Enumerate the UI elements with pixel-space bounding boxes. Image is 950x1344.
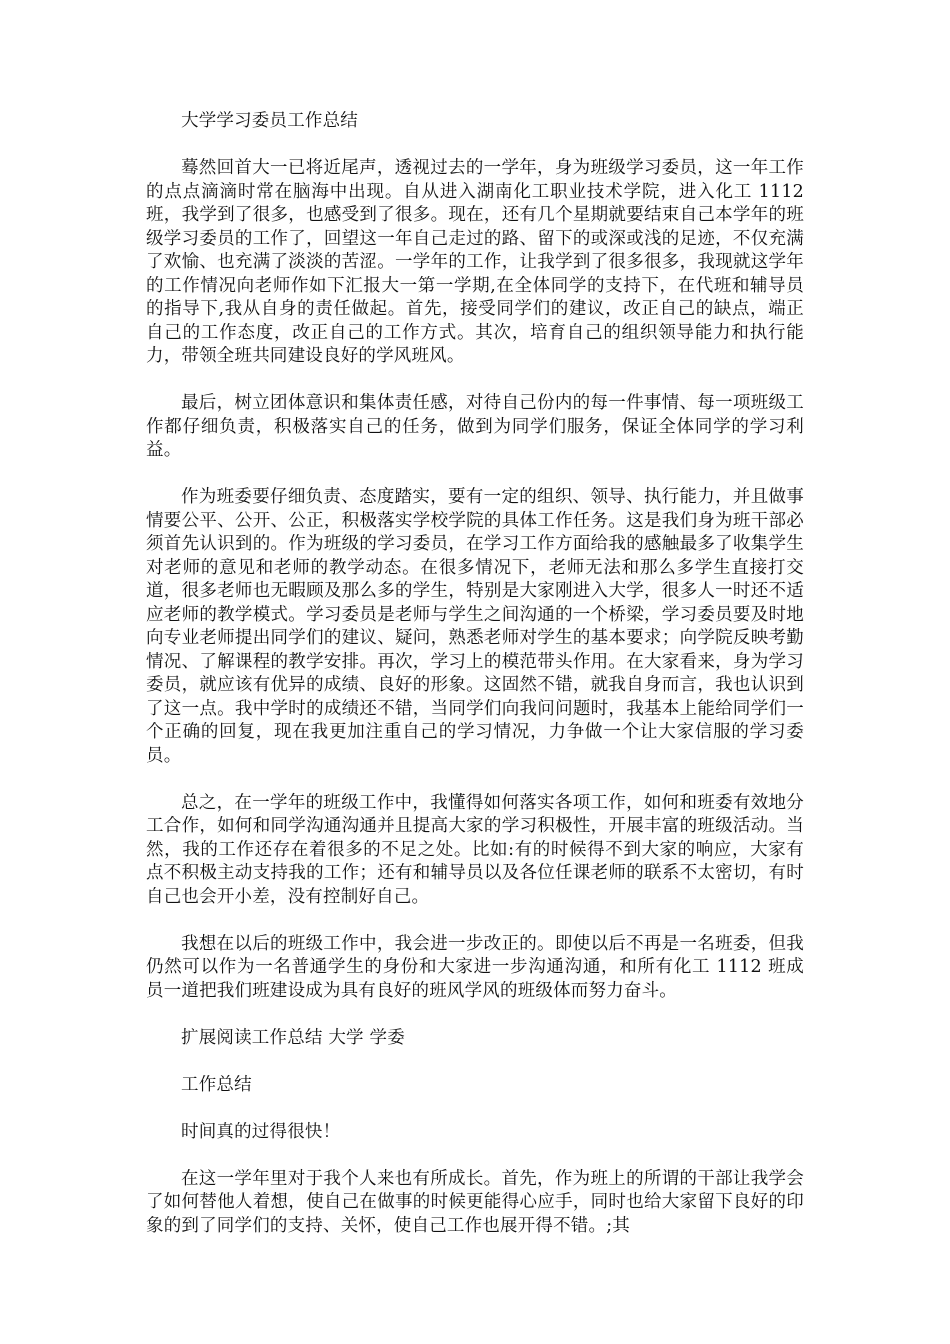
paragraph-committee-duties: 作为班委要仔细负责、态度踏实，要有一定的组织、领导、执行能力，并且做事情要公平、公开、公正，积极落实学校学院的具体工作任务。这是我们身为班干部必须首先认识到的。作为班级的学习委员，在学习工作方面给我的感触最多了收集学生对老师的意见和老师的教学动态。在很多情况下，老师无法和那么多学生直接打交道，很多老师也无暇顾及那么多的学生，特别是大家刚进入大学，很多人一时还不适应老师的教学模式。学习委员是老师与学生之间沟通的一个桥梁，学习委员要及时地向专业老师提出同学们的建议、疑问，熟悉老师对学生的基本要求；向学院反映考勤情况、了解课程的教学安排。再次，学习上的模范带头作用。在大家看来，身为学习委员，就应该有优异的成绩、良好的形象。这固然不错，就我自身而言，我也认识到了这一点。我中学时的成绩还不错，当同学们向我问问题时，我基本上能给同学们一个正确的回复，现在我更加注重自己的学习情况，力争做一个让大家信服的学习委员。 bbox=[146, 487, 804, 766]
extended-reading-heading: 扩展阅读工作总结 大学 学委 bbox=[181, 1027, 405, 1048]
document-page bbox=[146, 110, 804, 1262]
paragraph-intro: 蓦然回首大一已将近尾声，透视过去的一学年，身为班级学习委员，这一年工作的点点滴滴时常在脑海中出现。自从进入湖南化工职业技术学院，进入化工 1112 班，我学到了很多，也感受到了很多。现在，还有几个星期就要结束自己本学年的班级学习委员的工作了，回望这一年自己走过的路、留下的或深或浅的足迹，不仅充满了欢愉、也充满了淡淡的苦涩。一学年的工作，让我学到了很多很多，我现就这学年的工作情况向老师作如下汇报大一第一学期,在全体同学的支持下，在代班和辅导员的指导下,我从自身的责任做起。首先，接受同学们的建议，改正自己的缺点，端正自己的工作态度，改正自己的工作方式。其次，培育自己的组织领导能力和执行能力，带领全班共同建设良好的学风班风。 bbox=[146, 158, 804, 366]
paragraph-finally: 最后，树立团体意识和集体责任感，对待自己份内的每一件事情、每一项班级工作都仔细负责，积极落实自己的任务，做到为同学们服务，保证全体同学的学习利益。 bbox=[146, 393, 804, 460]
paragraph-summary: 总之，在一学年的班级工作中，我懂得如何落实各项工作，如何和班委有效地分工合作，如何和同学沟通沟通并且提高大家的学习积极性，开展丰富的班级活动。当然，我的工作还存在着很多的不足之处。比如:有的时候得不到大家的响应，大家有点不积极主动支持我的工作；还有和辅导员以及各位任课老师的联系不太密切，有时自己也会开小差，没有控制好自己。 bbox=[146, 792, 804, 907]
paragraph-growth: 在这一学年里对于我个人来也有所成长。首先，作为班上的所谓的干部让我学会了如何替他人着想，使自己在做事的时候更能得心应手，同时也给大家留下良好的印象的到了同学们的支持、关怀，使自己工作也展开得不错。;其 bbox=[146, 1168, 804, 1236]
work-summary-heading: 工作总结 bbox=[181, 1074, 252, 1095]
paragraph-future: 我想在以后的班级工作中，我会进一步改正的。即使以后不再是一名班委，但我仍然可以作为一名普通学生的身份和大家进一步沟通沟通，和所有化工 1112 班成员一道把我们班建设成为具有良好的班风学风的班级体而努力奋斗。 bbox=[146, 933, 804, 1001]
paragraph-time-flies: 时间真的过得很快！ bbox=[181, 1121, 341, 1142]
document-title: 大学学习委员工作总结 bbox=[181, 111, 358, 131]
